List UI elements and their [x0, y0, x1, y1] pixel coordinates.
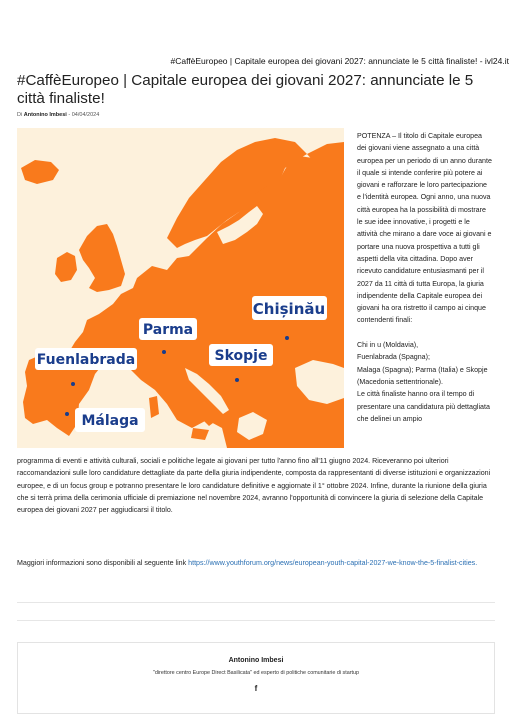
skopje-dot: [235, 378, 239, 382]
byline-author-link[interactable]: Antonino Imbesi: [23, 112, 67, 118]
byline-prefix: Di: [17, 112, 23, 118]
browser-page-title: #CaffèEuropeo | Capitale europea dei giovani 2027: annunciate le 5 città finaliste! - ivl24.it: [170, 56, 509, 66]
more-info-text: Maggiori informazioni sono disponibili al seguente link: [17, 559, 187, 567]
article-side-column: [357, 130, 492, 425]
finalist-item: Chi in u (Moldavia),: [357, 341, 419, 350]
map-label-parma: Parma: [142, 322, 194, 338]
byline-date: 04/04/2024: [71, 112, 100, 118]
finalist-item: Fuenlabrada (Spagna);: [357, 353, 430, 362]
article-headline: #CaffèEuropeo | Capitale europea dei giovani 2027: annunciate le 5 città finaliste!: [17, 72, 474, 107]
more-info-paragraph: [17, 557, 495, 569]
finalist-item: Malaga (Spagna); Parma (Italia) e Skopje (Macedonia settentrionale).: [357, 365, 488, 386]
article-paragraph-finalists-continued: programma di eventi e attività culturali, sociali e politiche legate ai giovani per tutto l'anno fino all'11 giugno 2024. Riceveranno poi ulteriori raccomandazioni sulle loro candidature dettagliate da parte della giuria indipendente, composta da rappresentanti di diverse istituzioni e organizzazioni europee, e di un focus group e potranno presentare le loro candidature definitive e aggiornate il 1° ottobre 2024. Infine, durante la riunione della giuria che si terrà prima della cerimonia ufficiale di premiazione nel novembre 2024, avranno l'opportunità di convincere la giuria di selezione della Capitale europea dei giovani 2027 per aggiudicarsi il titolo.: [17, 457, 491, 515]
facebook-icon[interactable]: f: [254, 684, 258, 693]
byline-separator: -: [68, 112, 71, 118]
article-byline: [17, 112, 99, 118]
youthforum-link[interactable]: https://www.youthforum.org/news/european-youth-capital-2027-we-know-the-5-finalist-cities.: [188, 559, 478, 567]
map-label-fuenlabrada: Fuenlabrada: [36, 352, 136, 368]
parma-dot: [162, 350, 166, 354]
europe-map-image: [17, 128, 344, 448]
author-box: [17, 642, 495, 714]
divider: [17, 602, 495, 603]
article-paragraph-intro: POTENZA – Il titolo di Capitale europea dei giovani viene assegnato a una città europea per un periodo di un anno durante il quale si intende conferire più potere ai giovani e rafforzare le loro partecipazione e l'identità europea. Ogni anno, una nuova città europea ha la possibilità di mostrare le sue idee innovative, i progetti e le attività che mirano a dare voce ai giovani e portare una nuova prospettiva a tutti gli aspetti della vita cittadina. Dopo aver ricevuto candidature entusiasmanti per il 2027 da 11 città di tutta Europa, la giuria indipendente della Capitale europea dei giovani ha ora ristretto il campo ai cinque contendenti finali:: [357, 132, 492, 325]
chisinau-dot: [285, 336, 289, 340]
divider: [17, 620, 495, 621]
article-paragraph-finalists-start: Le città finaliste hanno ora il tempo di presentare una candidatura più dettagliata che delinei un ampio: [357, 390, 490, 423]
author-name[interactable]: Antonino Imbesi: [228, 657, 284, 664]
map-label-chisinau: Chișinău: [252, 300, 326, 318]
author-description: "direttore centro Europe Direct Basilicata" ed esperto di politiche comunitarie di startup: [152, 670, 360, 676]
map-label-skopje: Skopje: [214, 348, 268, 364]
map-label-malaga: Málaga: [81, 413, 139, 429]
fuenlabrada-dot: [71, 382, 75, 386]
malaga-dot: [65, 412, 69, 416]
